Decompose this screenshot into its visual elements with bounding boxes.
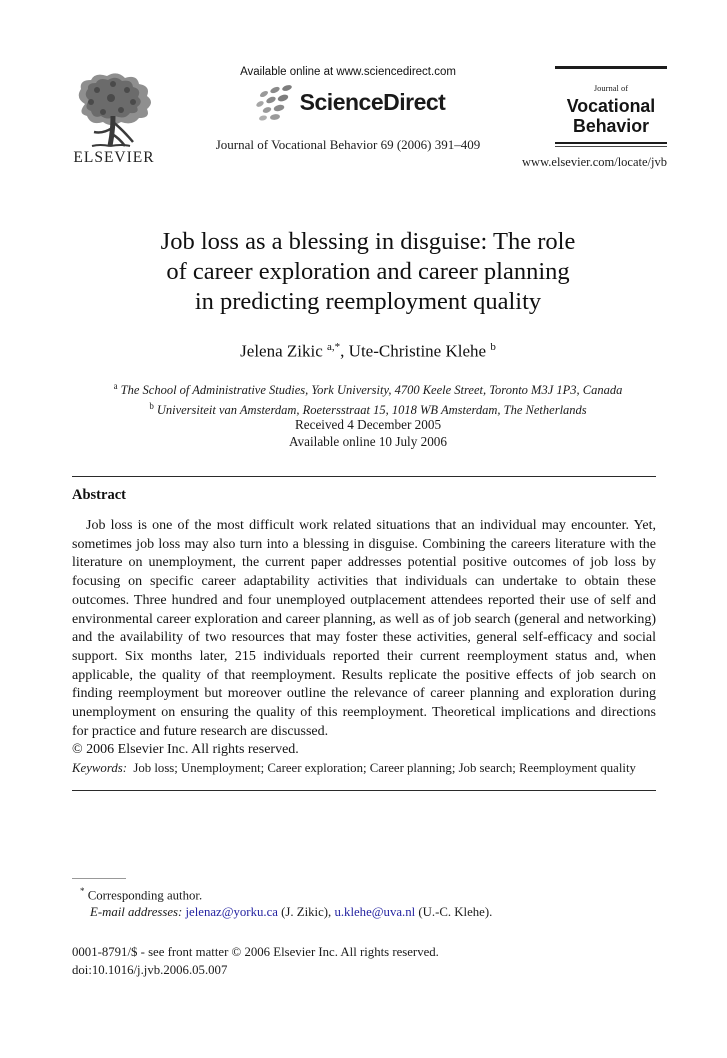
available-online-text: Available online at www.sciencedirect.com [240,66,456,78]
elsevier-logo [64,72,164,167]
doi-line: doi:10.1016/j.jvb.2006.05.007 [72,963,228,977]
email-addresses-line [72,904,656,921]
corresponding-author-text: Corresponding author. [87,888,203,903]
footnote-divider [72,878,126,879]
article-title-line: of career exploration and career planning [166,258,570,285]
email-link-klehe[interactable]: u.klehe@uva.nl [334,904,416,919]
affiliations [40,378,696,418]
affiliation-line [40,398,696,418]
elsevier-tree-icon [67,72,161,148]
abstract-paragraph: Job loss is one of the most difficult work related situations that an individual may encounter. Yet, sometimes job loss may also turn into a blessing in disguise. Combining the careers literature with the literature on unemployment, the current paper addresses potential positive outcomes of job loss by focusing on specific career adaptability activities that individuals can undertake to obtain these outcomes. Three hundred and four unemployed outplacement attendees reported their use of self and environmental career exploration and career planning, as well as of job search (general and networking) and the availability of two resources that may foster these activities, general self-efficacy and social support. Six months later, 215 individuals reported their current reemployment status and, when applicable, the quality of that reemployment. Results replicate the positive effects of job search on finding reemployment but moreover outline the relevance of career planning and exploration during unemployment on ensuring the quality of this reemployment. Theoretical implications and directions for practice and future research are discussed. [72,518,656,739]
affiliation-line [40,378,696,398]
copyright-line: © 2006 Elsevier Inc. All rights reserved. [72,742,299,758]
author-affiliation-marker: a,* [327,341,341,353]
journal-box-rule-thin [555,146,667,147]
elsevier-locate-url: www.elsevier.com/locate/jvb [522,155,667,169]
author-separator: , [340,341,349,361]
author-name: Jelena Zikic [240,341,323,361]
article-title-line: Job loss as a blessing in disguise: The role [160,228,576,255]
keywords-line [72,761,662,776]
received-date: Received 4 December 2005 [294,417,442,432]
journal-box-kicker: Journal of [593,83,629,93]
corresponding-author-note [72,883,656,904]
sciencedirect-wordmark: ScienceDirect [299,88,446,115]
email-owner: (J. Zikic), [277,904,335,919]
article-title-line: in predicting reemployment quality [194,288,542,315]
article-title [58,227,678,317]
journal-citation-line: Journal of Vocational Behavior 69 (2006) 391–409 [215,137,481,152]
journal-box-title-line2: Behavior [572,115,649,136]
sciencedirect-dots-icon [251,82,293,122]
sciencedirect-logo [181,83,515,121]
abstract-top-rule [72,476,656,477]
email-label: E-mail addresses: [90,904,183,919]
keywords-label: Keywords: [72,761,127,775]
affiliation-text: Universiteit van Amsterdam, Roetersstraat 15, 1018 WB Amsterdam, The Netherlands [156,403,587,418]
affiliation-text: The School of Administrative Studies, York University, 4700 Keele Street, Toronto M3J 1P3, Canada [120,383,623,398]
article-dates [58,417,678,450]
affiliation-marker: a [113,381,118,391]
journal-cover-box [555,66,667,147]
author-line [58,341,678,362]
elsevier-wordmark: ELSEVIER [73,149,155,166]
footnote-block [72,878,656,920]
email-owner: (U.-C. Klehe). [415,904,493,919]
footnote-marker: * [80,886,85,896]
affiliation-marker: b [149,401,154,412]
author-name: Ute-Christine Klehe [348,341,487,361]
journal-box-rule-thick [555,142,667,144]
journal-box-title-line1: Vocational [566,95,656,116]
abstract-bottom-rule [72,790,656,791]
abstract-body [72,517,656,760]
abstract-heading: Abstract [72,487,126,503]
email-link-zikic[interactable]: jelenaz@yorku.ca [185,904,278,919]
keywords-text: Job loss; Unemployment; Career exploration; Career planning; Job search; Reemployment quality [133,761,636,775]
author-affiliation-marker: b [490,341,496,353]
imprint-block [72,943,439,979]
available-online-date: Available online 10 July 2006 [289,433,447,449]
issn-copyright-line: 0001-8791/$ - see front matter © 2006 Elsevier Inc. All rights reserved. [72,945,439,959]
